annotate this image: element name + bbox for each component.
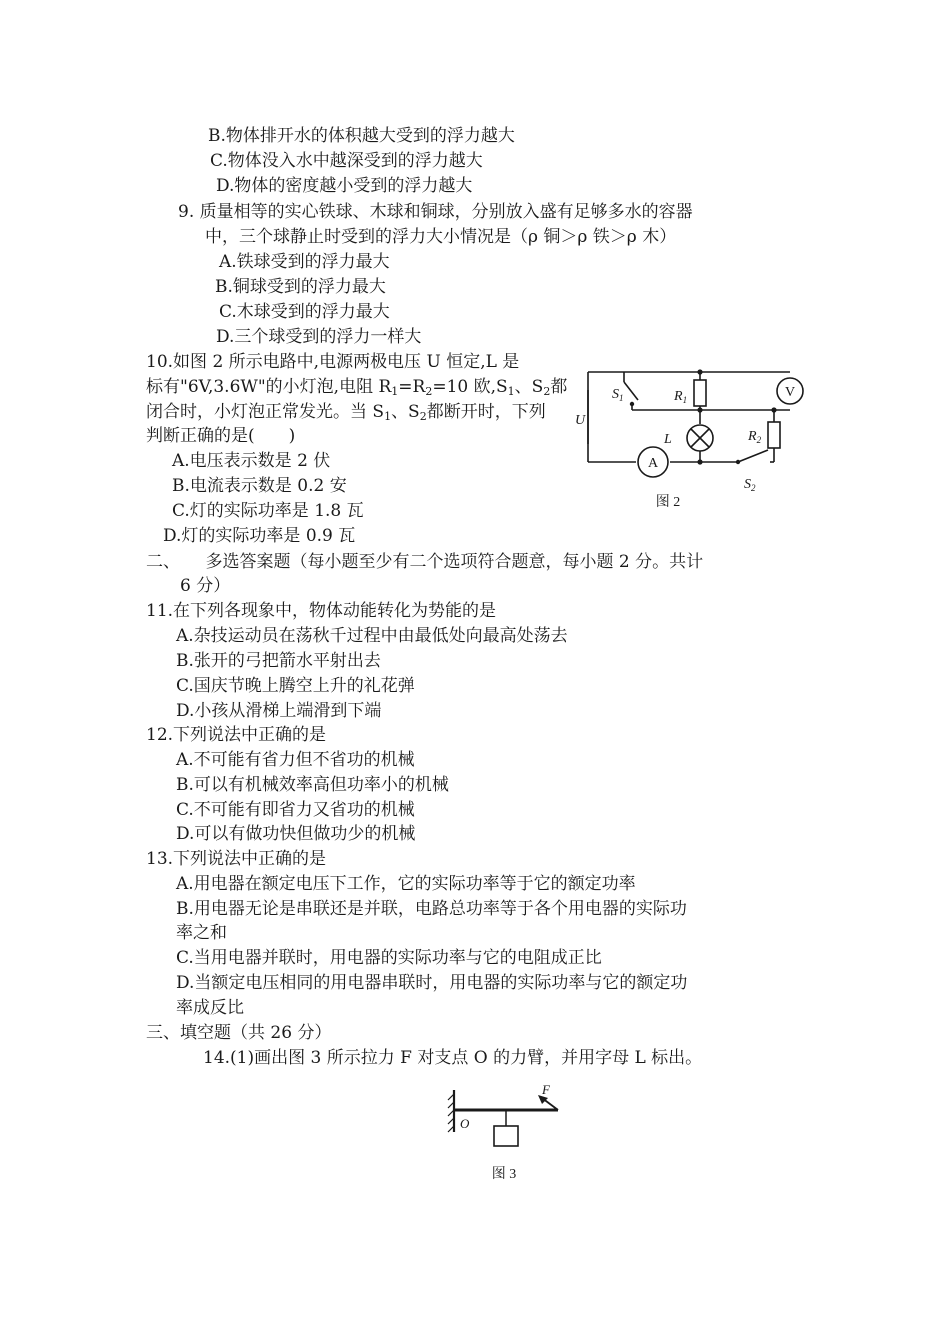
q10-stem-line2: 标有"6V,3.6W"的小灯泡,电阻 $R_1=R_2=10$ 欧$,S_1$、$S_2$都 — [146, 377, 568, 398]
q10-option-c: C.灯的实际功率是 1.8 瓦 — [172, 501, 364, 521]
q11-option-c: C.国庆节晚上腾空上升的礼花弹 — [176, 676, 415, 696]
q12-option-a: A.不可能有省力但不省功的机械 — [176, 750, 415, 770]
label-r1: $R_1$ — [674, 389, 688, 405]
q8-option-c: C.物体没入水中越深受到的浮力越大 — [210, 151, 483, 171]
q13-option-b-line1: B.用电器无论是串联还是并联，电路总功率等于各个用电器的实际功 — [176, 899, 687, 919]
q9-stem-line1: 9. 质量相等的实心铁球、木球和铜球，分别放入盛有足够多水的容器 — [178, 202, 693, 222]
q8-option-d: D.物体的密度越小受到的浮力越大 — [216, 176, 473, 196]
q9-stem-line2: 中，三个球静止时受到的浮力大小情况是（ρ 铜＞ρ 铁＞ρ 木） — [205, 227, 677, 247]
q13-stem: 13.下列说法中正确的是 — [146, 849, 327, 869]
q12-option-b: B.可以有机械效率高但功率小的机械 — [176, 775, 449, 795]
q13-option-d-line1: D.当额定电压相同的用电器串联时，用电器的实际功率与它的额定功 — [176, 973, 688, 993]
figure-3-caption: 图 3 — [491, 1167, 517, 1182]
q14-stem: 14.(1)画出图 3 所示拉力 F 对支点 O 的力臂，并用字母 L 标出。 — [203, 1048, 703, 1068]
ammeter-label: A — [647, 456, 659, 471]
q11-stem: 11.在下列各现象中，物体动能转化为势能的是 — [146, 601, 497, 621]
q13-option-d-line2: 率成反比 — [176, 998, 244, 1018]
voltmeter-label: V — [784, 385, 796, 400]
q11-option-d: D.小孩从滑梯上端滑到下端 — [176, 701, 382, 721]
label-u: U — [575, 413, 586, 428]
q10-stem-line4: 判断正确的是( ) — [146, 426, 296, 446]
figure-3-lever — [440, 1082, 570, 1192]
section-3-title: 三、填空题（共 26 分） — [146, 1023, 332, 1043]
q9-option-d: D.三个球受到的浮力一样大 — [216, 327, 422, 347]
label-pivot-o: O — [460, 1116, 470, 1131]
q11-option-b: B.张开的弓把箭水平射出去 — [176, 651, 381, 671]
label-force-f: F — [542, 1082, 550, 1097]
label-r2: $R_2$ — [748, 429, 762, 445]
figure-2-caption: 图 2 — [655, 495, 681, 510]
q9-option-c: C.木球受到的浮力最大 — [219, 302, 390, 322]
section-2-title-line2: 6 分） — [180, 576, 231, 596]
q10-option-a: A.电压表示数是 2 伏 — [172, 451, 331, 471]
q9-option-b: B.铜球受到的浮力最大 — [215, 277, 386, 297]
q11-option-a: A.杂技运动员在荡秋千过程中由最低处向最高处荡去 — [176, 626, 568, 646]
figure-2-circuit — [572, 360, 812, 520]
label-lamp: L — [664, 432, 672, 447]
q10-option-d: D.灯的实际功率是 0.9 瓦 — [163, 526, 356, 546]
q9-option-a: A.铁球受到的浮力最大 — [219, 252, 390, 272]
label-s2: $S_2$ — [744, 477, 756, 493]
q8-option-b: B.物体排开水的体积越大受到的浮力越大 — [208, 126, 515, 146]
q10-stem-line3: 闭合时，小灯泡正常发光。当 $S_1$、$S_2$都断开时，下列 — [146, 402, 546, 423]
section-2-title-line1: 二、 多选答案题（每小题至少有二个选项符合题意，每小题 2 分。共计 — [146, 552, 704, 572]
q13-option-c: C.当用电器并联时，用电器的实际功率与它的电阻成正比 — [176, 948, 602, 968]
q10-stem-line1: 10.如图 2 所示电路中,电源两极电压 U 恒定,L 是 — [146, 352, 520, 372]
label-s1: $S_1$ — [612, 387, 624, 403]
q12-option-c: C.不可能有即省力又省功的机械 — [176, 800, 415, 820]
q13-option-a: A.用电器在额定电压下工作，它的实际功率等于它的额定功率 — [176, 874, 636, 894]
q13-option-b-line2: 率之和 — [176, 923, 227, 943]
q12-option-d: D.可以有做功快但做功少的机械 — [176, 824, 416, 844]
q10-option-b: B.电流表示数是 0.2 安 — [172, 476, 347, 496]
q12-stem: 12.下列说法中正确的是 — [146, 725, 327, 745]
